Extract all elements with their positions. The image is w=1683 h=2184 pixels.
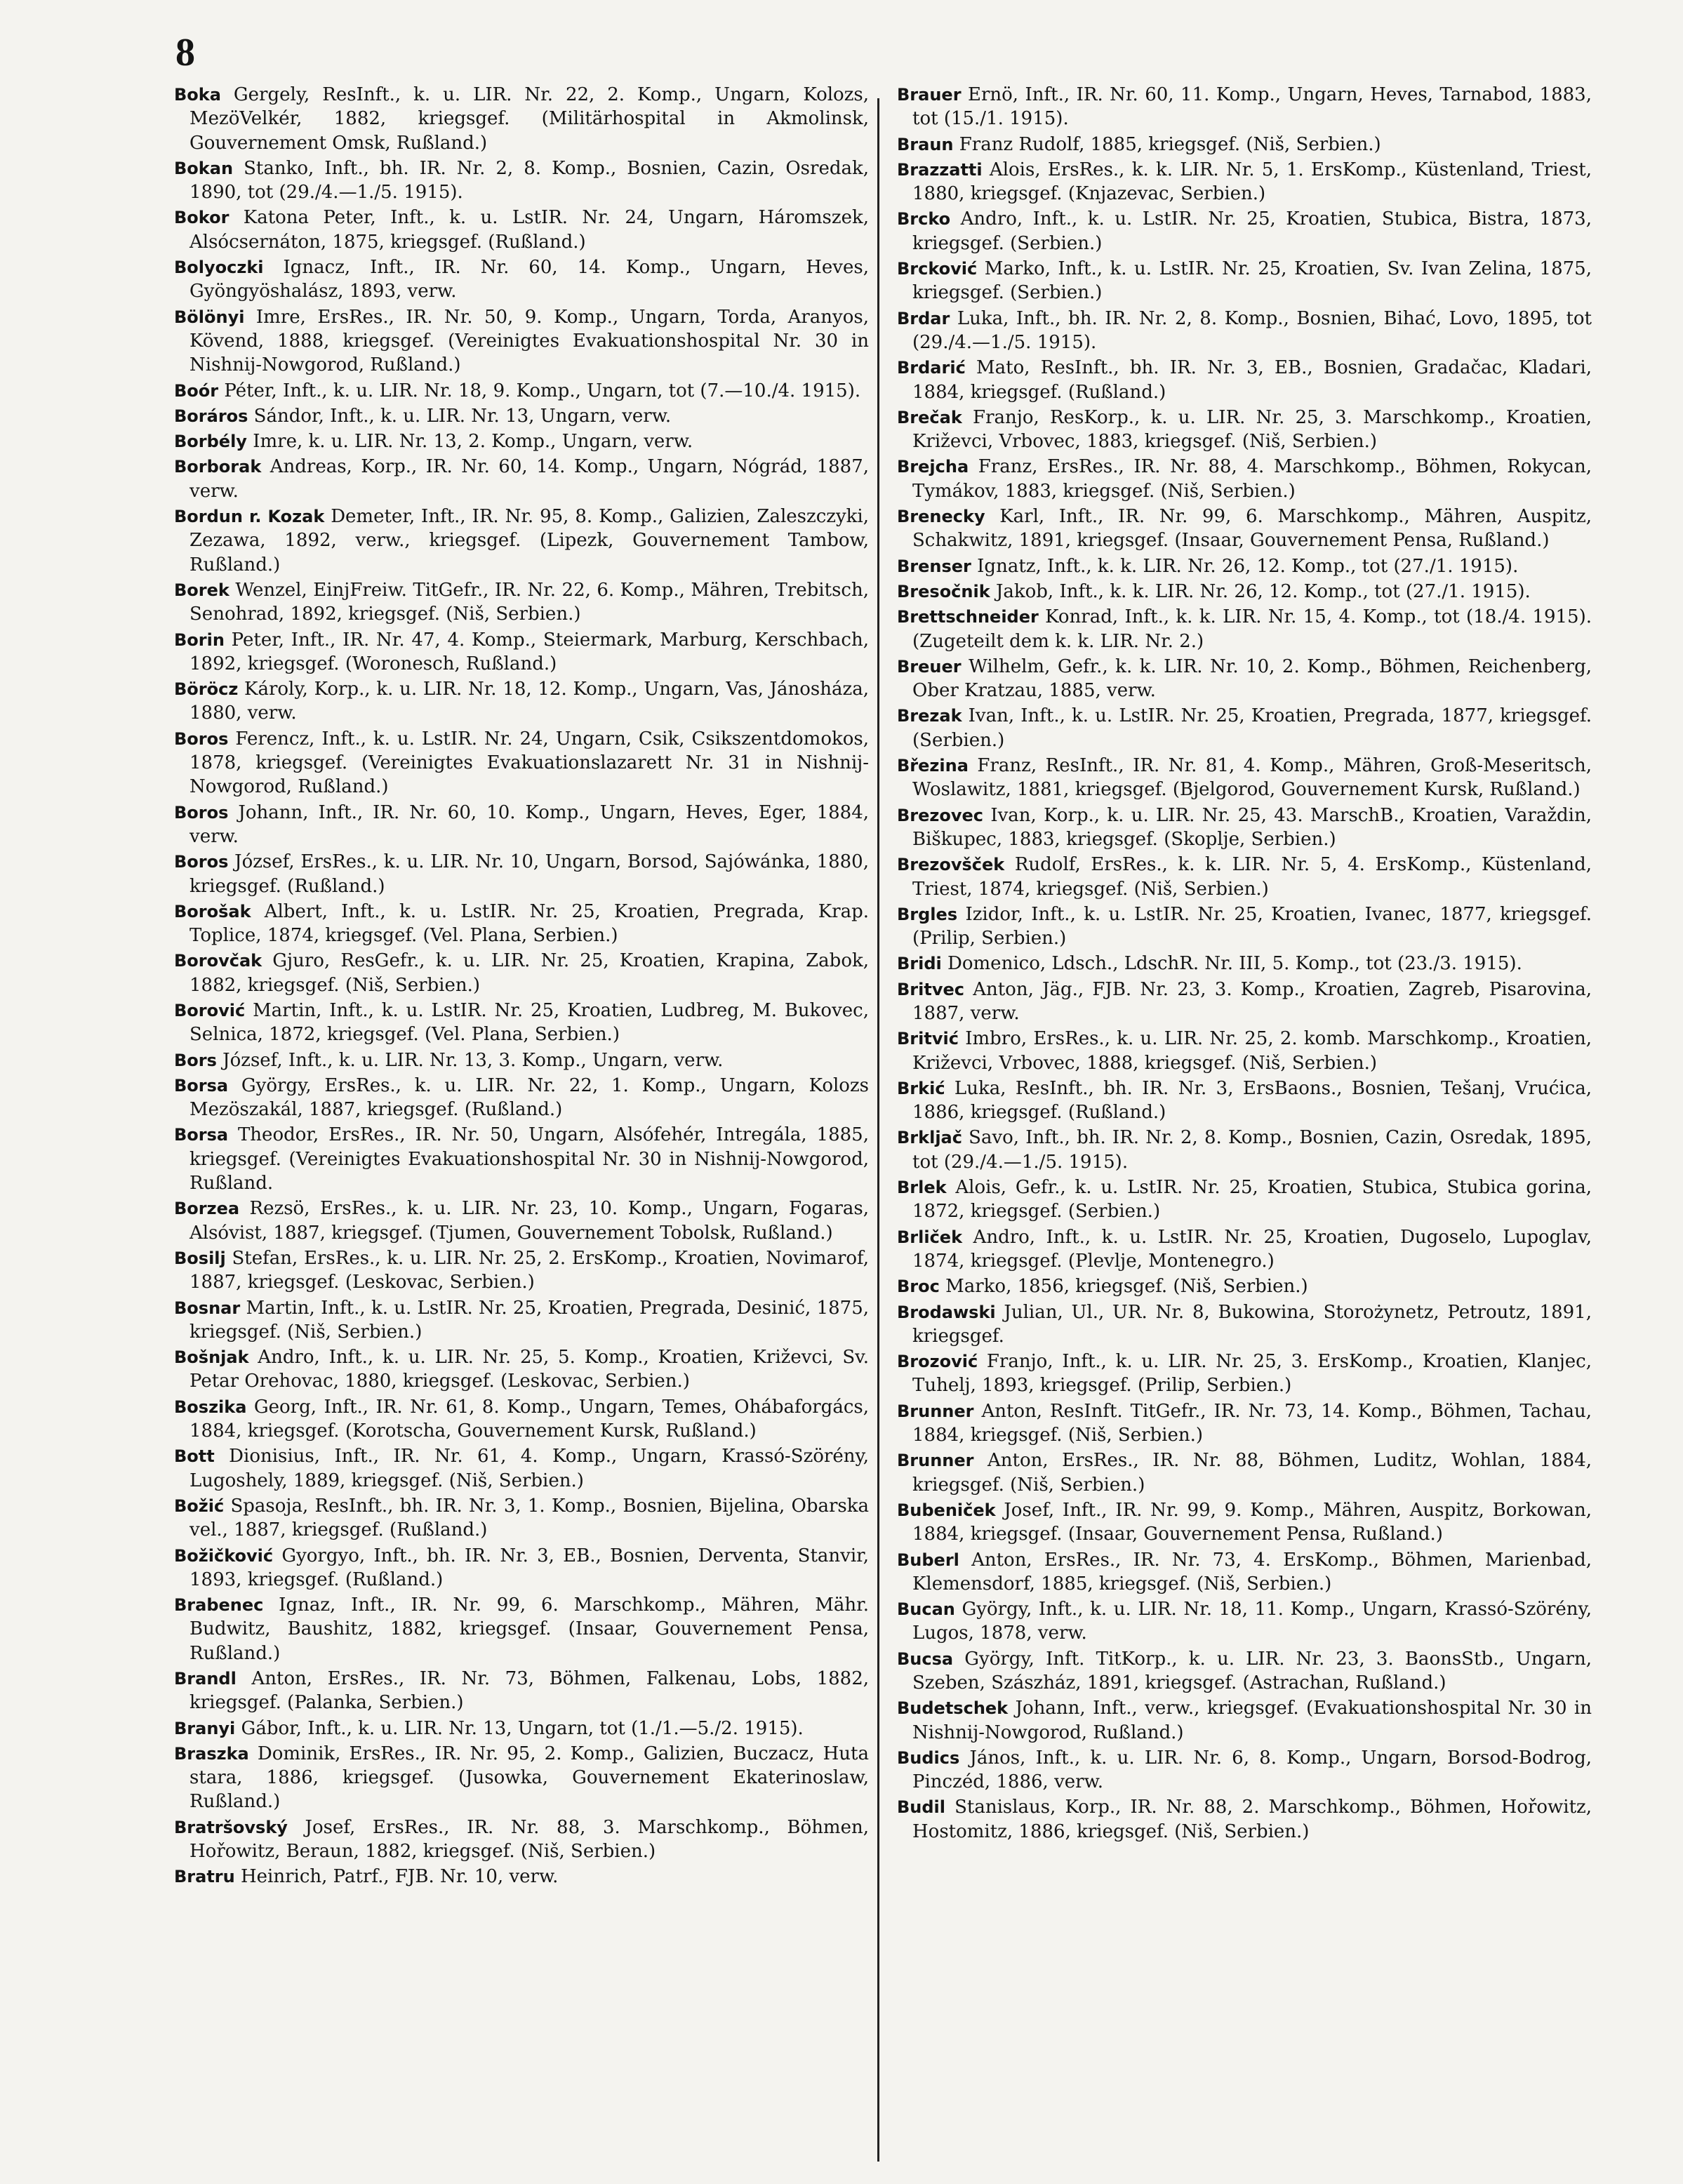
entry	[897, 605, 1592, 653]
entry	[897, 978, 1592, 1026]
entry	[897, 952, 1592, 976]
entry	[897, 1077, 1592, 1125]
entry	[174, 1667, 869, 1715]
page-number: 8	[175, 31, 195, 74]
entry-details: Anton, ErsRes., IR. Nr. 73, 4. ErsKomp., Böhmen, Marienbad, Klemensdorf, 1885, kriegsgef. (Niš, Serbien.)	[912, 1549, 1592, 1594]
entry-surname: Březina	[897, 756, 969, 776]
entry	[897, 83, 1592, 131]
entry-details: Franz, ResInft., IR. Nr. 81, 4. Komp., Mähren, Groß-Meseritsch, Woslawitz, 1881, kriegsgef. (Bjelgorod, Gouvernement Kursk, Rußland.)	[912, 755, 1592, 801]
entry-details: Stanko, Inft., bh. IR. Nr. 2, 8. Komp., Bosnien, Cazin, Osredak, 1890, tot (29./4.—1./5. 1915).	[189, 157, 869, 204]
entry-surname: Bubeniček	[897, 1500, 996, 1520]
entry	[174, 1197, 869, 1245]
entry-surname: Boór	[174, 380, 219, 401]
entry	[897, 1449, 1592, 1497]
entry-details: Josef, Inft., IR. Nr. 99, 9. Komp., Mähren, Auspitz, Borkowan, 1884, kriegsgef. (Insaar, Gouvernement Pensa, Rußland.)	[912, 1499, 1592, 1545]
entry	[174, 379, 869, 403]
right-column	[897, 83, 1592, 1845]
column-divider	[877, 98, 879, 2162]
entry-details: Stefan, ErsRes., k. u. LIR. Nr. 25, 2. ErsKomp., Kroatien, Novimarof, 1887, kriegsgef. (Leskovac, Serbien.)	[189, 1247, 869, 1293]
entry-surname: Brunner	[897, 1401, 974, 1421]
entry-details: Sándor, Inft., k. u. LIR. Nr. 13, Ungarn, verw.	[248, 405, 672, 427]
entry	[897, 455, 1592, 503]
entry	[897, 1647, 1592, 1696]
entry-surname: Brezovec	[897, 805, 984, 825]
entry-details: Jakob, Inft., k. k. LIR. Nr. 26, 12. Komp., tot (27./1. 1915).	[990, 580, 1531, 602]
entry-surname: Budics	[897, 1747, 960, 1768]
entry	[897, 704, 1592, 752]
entry-details: Georg, Inft., IR. Nr. 61, 8. Komp., Ungarn, Temes, Ohábaforgács, 1884, kriegsgef. (Korotscha, Gouvernement Kursk, Rußland.)	[189, 1396, 869, 1442]
entry-details: Karl, Inft., IR. Nr. 99, 6. Marschkomp., Mähren, Auspitz, Schakwitz, 1891, kriegsgef. (Insaar, Gouvernement Pensa, Rußland.)	[912, 506, 1592, 552]
entry-surname: Bresočnik	[897, 581, 990, 601]
entry-details: György, Inft. TitKorp., k. u. LIR. Nr. 23, 3. BaonsStb., Ungarn, Szeben, Szászház, 1891, kriegsgef. (Astrachan, Rußland.)	[912, 1648, 1592, 1693]
entry-surname: Brečak	[897, 407, 962, 427]
entry-details: Andro, Inft., k. u. LIR. Nr. 25, 5. Komp., Kroatien, Križevci, Sv. Petar Orehovac, 1880, kriegsgef. (Leskovac, Serbien.)	[189, 1347, 869, 1392]
entry	[174, 430, 869, 453]
entry-surname: Borzea	[174, 1199, 240, 1219]
entry	[897, 307, 1592, 355]
entry-details: Luka, ResInft., bh. IR. Nr. 3, ErsBaons., Bosnien, Tešanj, Vrućica, 1886, kriegsgef. (Rußland.)	[912, 1077, 1592, 1124]
entry-surname: Borin	[174, 630, 225, 650]
entry	[897, 505, 1592, 553]
entry-surname: Braszka	[174, 1743, 249, 1764]
entry	[897, 1350, 1592, 1398]
entry-surname: Brazzatti	[897, 159, 983, 180]
entry-surname: Brenser	[897, 556, 971, 576]
entry	[897, 1746, 1592, 1795]
entry	[174, 677, 869, 726]
entry-surname: Brauer	[897, 85, 962, 105]
entry-surname: Breuer	[897, 656, 962, 677]
entry-surname: Borsa	[174, 1075, 229, 1096]
entry	[897, 207, 1592, 255]
entry-details: Andreas, Korp., IR. Nr. 60, 14. Komp., Ungarn, Nógrád, 1887, verw.	[189, 456, 869, 502]
entry-surname: Bridi	[897, 954, 942, 974]
entry-surname: Božić	[174, 1496, 225, 1516]
entry-surname: Borovčak	[174, 951, 262, 971]
entry	[174, 1816, 869, 1864]
entry-surname: Brkić	[897, 1078, 945, 1098]
entry-details: Ferencz, Inft., k. u. LstIR. Nr. 24, Ungarn, Csik, Csikszentdomokos, 1878, kriegsgef. (Vereinigtes Evakuationslazarett Nr. 31 in Nishnij-Nowgorod, Rußland.)	[189, 728, 869, 798]
entry	[897, 158, 1592, 206]
entry	[174, 206, 869, 254]
entry-details: Peter, Inft., IR. Nr. 47, 4. Komp., Steiermark, Marburg, Kerschbach, 1892, kriegsgef. (Woronesch, Rußland.)	[189, 629, 869, 674]
entry-details: Franjo, Inft., k. u. LIR. Nr. 25, 3. ErsKomp., Kroatien, Klanjec, Tuhelj, 1893, kriegsgef. (Prilip, Serbien.)	[912, 1351, 1592, 1397]
entry-surname: Borbély	[174, 432, 247, 452]
entry-details: György, ErsRes., k. u. LIR. Nr. 22, 1. Komp., Ungarn, Kolozs Mezöszakál, 1887, kriegsgef. (Rußland.)	[189, 1074, 869, 1121]
entry-details: Dionisius, Inft., IR. Nr. 61, 4. Komp., Ungarn, Krassó-Szörény, Lugoshely, 1889, kriegsgef. (Niš, Serbien.)	[189, 1446, 869, 1491]
entry-details: Albert, Inft., k. u. LstIR. Nr. 25, Kroatien, Pregrada, Krap. Toplice, 1874, kriegsgef. (Vel. Plana, Serbien.)	[189, 900, 869, 947]
entry	[174, 1123, 869, 1195]
entry-surname: Bokor	[174, 208, 230, 228]
entry	[897, 554, 1592, 578]
entry-surname: Brunner	[897, 1451, 974, 1471]
entry-surname: Brettschneider	[897, 607, 1039, 627]
entry-surname: Boka	[174, 85, 221, 105]
entry-details: Konrad, Inft., k. k. LIR. Nr. 15, 4. Komp., tot (18./4. 1915). (Zugeteilt dem k. k. LIR. Nr. 2.)	[912, 606, 1592, 652]
entry-details: Andro, Inft., k. u. LstIR. Nr. 25, Kroatien, Stubica, Bistra, 1873, kriegsgef. (Serbien.)	[912, 208, 1592, 254]
entry	[174, 1444, 869, 1493]
entry	[174, 727, 869, 799]
entry-surname: Bosnar	[174, 1298, 241, 1318]
entry-surname: Brcko	[897, 209, 951, 229]
entry-details: Ignatz, Inft., k. k. LIR. Nr. 26, 12. Komp., tot (27./1. 1915).	[971, 555, 1519, 577]
entry	[174, 578, 869, 627]
entry	[174, 157, 869, 205]
entry-details: József, Inft., k. u. LIR. Nr. 13, 3. Komp., Ungarn, verw.	[216, 1049, 724, 1071]
entry	[174, 83, 869, 155]
entry	[174, 900, 869, 948]
entry	[897, 1300, 1592, 1349]
entry	[174, 1865, 869, 1889]
entry-surname: Brdar	[897, 308, 950, 328]
entry	[174, 1296, 869, 1345]
entry-details: Anton, ResInft. TitGefr., IR. Nr. 73, 14. Komp., Böhmen, Tachau, 1884, kriegsgef. (Niš, Serbien.)	[912, 1400, 1592, 1446]
entry	[174, 1593, 869, 1665]
entry	[897, 1027, 1592, 1075]
entry-details: Johann, Inft., verw., kriegsgef. (Evakuationshospital Nr. 30 in Nishnij-Nowgorod, Rußland.)	[912, 1698, 1592, 1743]
entry-surname: Britvec	[897, 979, 964, 999]
entry-details: Károly, Korp., k. u. LIR. Nr. 18, 12. Komp., Ungarn, Vas, Jánosháza, 1880, verw.	[189, 679, 869, 724]
entry-surname: Brdarić	[897, 358, 966, 378]
entry	[174, 505, 869, 577]
entry-surname: Buberl	[897, 1550, 959, 1570]
entry-surname: Boros	[174, 802, 229, 823]
entry-surname: Böröcz	[174, 679, 239, 700]
entry	[897, 257, 1592, 305]
entry	[174, 949, 869, 997]
entry-details: Spasoja, ResInft., bh. IR. Nr. 3, 1. Komp., Bosnien, Bijelina, Obarska vel., 1887, kriegsgef. (Rußland.)	[189, 1495, 869, 1541]
entry	[897, 1795, 1592, 1844]
entry-details: Wilhelm, Gefr., k. k. LIR. Nr. 10, 2. Komp., Böhmen, Reichenberg, Ober Kratzau, 1885, verw.	[912, 655, 1592, 702]
entry-surname: Brlek	[897, 1178, 947, 1198]
entry	[897, 1696, 1592, 1745]
entry-surname: Brozović	[897, 1352, 978, 1372]
entry-surname: Brandl	[174, 1669, 237, 1689]
entry-surname: Branyi	[174, 1718, 236, 1738]
entry	[174, 628, 869, 677]
entry-surname: Bucan	[897, 1599, 955, 1620]
entry-surname: Budil	[897, 1797, 946, 1818]
entry-surname: Britvić	[897, 1029, 959, 1049]
entry-details: Theodor, ErsRes., IR. Nr. 50, Ungarn, Alsófehér, Intregála, 1885, kriegsgef. (Vereinigtes Evakuationshospital Nr. 30 in Nishnij-Nowgorod, Rußland.	[189, 1124, 869, 1194]
entry-surname: Braun	[897, 134, 954, 154]
entry-surname: Bosilj	[174, 1248, 226, 1268]
entry	[897, 903, 1592, 951]
entry-surname: Bratru	[174, 1867, 235, 1887]
entry-details: Demeter, Inft., IR. Nr. 95, 8. Komp., Galizien, Zaleszczyki, Zezawa, 1892, verw., kriegsgef. (Lipezk, Gouvernement Tambow, Rußland.)	[189, 506, 869, 575]
entry-details: Domenico, Ldsch., LdschR. Nr. III, 5. Komp., tot (23./3. 1915).	[941, 953, 1522, 975]
entry-surname: Bokan	[174, 158, 234, 178]
entry-surname: Broc	[897, 1277, 940, 1297]
entry	[897, 655, 1592, 703]
entry-details: Heinrich, Patrf., FJB. Nr. 10, verw.	[234, 1866, 559, 1888]
entry	[174, 999, 869, 1047]
entry-surname: Bucsa	[897, 1649, 954, 1669]
entry	[897, 1176, 1592, 1224]
entry-surname: Brgles	[897, 904, 958, 924]
entry	[897, 1399, 1592, 1448]
entry-details: Savo, Inft., bh. IR. Nr. 2, 8. Komp., Bosnien, Cazin, Osredak, 1895, tot (29./4.—1./5. 1915).	[912, 1127, 1592, 1173]
entry	[174, 404, 869, 428]
entry-details: Ivan, Korp., k. u. LIR. Nr. 25, 43. MarschB., Kroatien, Varaždin, Biškupec, 1883, kriegsgef. (Skoplje, Serbien.)	[912, 804, 1592, 850]
entry	[897, 1498, 1592, 1547]
entry-details: Josef, ErsRes., IR. Nr. 88, 3. Marschkomp., Böhmen, Hořowitz, Beraun, 1882, kriegsgef. (Niš, Serbien.)	[189, 1816, 869, 1863]
entry-details: Johann, Inft., IR. Nr. 60, 10. Komp., Ungarn, Heves, Eger, 1884, verw.	[189, 801, 869, 847]
entry-details: Martin, Inft., k. u. LstIR. Nr. 25, Kroatien, Pregrada, Desinić, 1875, kriegsgef. (Niš, Serbien.)	[189, 1297, 869, 1343]
entry-surname: Borsa	[174, 1125, 229, 1145]
entry	[174, 1494, 869, 1543]
entry	[897, 580, 1592, 604]
entry-surname: Brcković	[897, 259, 978, 279]
entry-details: Martin, Inft., k. u. LstIR. Nr. 25, Kroatien, Ludbreg, M. Bukovec, Selnica, 1872, kriegsgef. (Vel. Plana, Serbien.)	[189, 999, 869, 1046]
entry	[897, 1274, 1592, 1298]
entry-details: József, ErsRes., k. u. LIR. Nr. 10, Ungarn, Borsod, Sajówánka, 1880, kriegsgef. (Rußland.)	[189, 851, 869, 897]
entry-details: Julian, Ul., UR. Nr. 8, Bukowina, Storożynetz, Petroutz, 1891, kriegsgef.	[912, 1301, 1592, 1347]
entry-details: Ignaz, Inft., IR. Nr. 99, 6. Marschkomp., Mähren, Mähr. Budwitz, Baushitz, 1882, kriegsgef. (Insaar, Gouvernement Pensa, Rußland.)	[189, 1594, 869, 1664]
entry-surname: Brenecky	[897, 507, 985, 527]
entry-details: Izidor, Inft., k. u. LstIR. Nr. 25, Kroatien, Ivanec, 1877, kriegsgef. (Prilip, Serbien.)	[912, 903, 1592, 950]
entry-surname: Borborak	[174, 457, 262, 477]
entry-surname: Borek	[174, 580, 230, 600]
entry	[897, 804, 1592, 852]
entry	[897, 1548, 1592, 1597]
entry-details: Imbro, ErsRes., k. u. LIR. Nr. 25, 2. komb. Marschkomp., Kroatien, Križevci, Vrbovec, 1888, kriegsgef. (Niš, Serbien.)	[912, 1028, 1592, 1074]
entry-details: Ignacz, Inft., IR. Nr. 60, 14. Komp., Ungarn, Heves, Gyöngyöshalász, 1893, verw.	[189, 257, 869, 302]
left-column	[174, 83, 869, 1891]
entry-surname: Brliček	[897, 1227, 963, 1247]
entry-details: Anton, Jäg., FJB. Nr. 23, 3. Komp., Kroatien, Zagreb, Pisarovina, 1887, verw.	[912, 978, 1592, 1024]
entry	[174, 455, 869, 503]
entry-details: Mato, ResInft., bh. IR. Nr. 3, EB., Bosnien, Gradačac, Kladari, 1884, kriegsgef. (Rußland.)	[912, 357, 1592, 403]
entry	[897, 133, 1592, 157]
entry-details: Luka, Inft., bh. IR. Nr. 2, 8. Komp., Bosnien, Bihać, Lovo, 1895, tot (29./4.—1./5. 1915).	[912, 307, 1592, 353]
entry	[897, 1597, 1592, 1646]
entry	[174, 255, 869, 304]
entry-details: Anton, ErsRes., IR. Nr. 88, Böhmen, Luditz, Wohlan, 1884, kriegsgef. (Niš, Serbien.)	[912, 1450, 1592, 1496]
entry	[897, 754, 1592, 802]
entry-details: Gergely, ResInft., k. u. LIR. Nr. 22, 2. Komp., Ungarn, Kolozs, MezöVelkér, 1882, kriegsgef. (Militärhospital in Akmolinsk, Gouvernement Omsk, Rußland.)	[189, 84, 869, 154]
entry	[174, 1544, 869, 1592]
entry	[897, 406, 1592, 454]
entry-details: János, Inft., k. u. LIR. Nr. 6, 8. Komp., Ungarn, Borsod-Bodrog, Pinczéd, 1886, verw.	[912, 1747, 1592, 1793]
entry-surname: Bratršovský	[174, 1817, 288, 1837]
entry-surname: Bott	[174, 1446, 215, 1467]
entry-surname: Brezovšček	[897, 855, 1005, 875]
entry-surname: Budetschek	[897, 1698, 1009, 1719]
entry-details: Wenzel, EinjFreiw. TitGefr., IR. Nr. 22, 6. Komp., Mähren, Trebitsch, Senohrad, 1892, kriegsgef. (Niš, Serbien.)	[189, 579, 869, 625]
entry-details: Rudolf, ErsRes., k. k. LIR. Nr. 5, 4. ErsKomp., Küstenland, Triest, 1874, kriegsgef. (Niš, Serbien.)	[912, 854, 1592, 900]
entry-surname: Bolyoczki	[174, 258, 264, 278]
entry-surname: Božičković	[174, 1545, 274, 1566]
entry-details: Rezsö, ErsRes., k. u. LIR. Nr. 23, 10. Komp., Ungarn, Fogaras, Alsóvist, 1887, kriegsgef. (Tjumen, Gouvernement Tobolsk, Rußland.)	[189, 1198, 869, 1244]
entry	[897, 853, 1592, 901]
entry-surname: Bordun r. Kozak	[174, 507, 325, 527]
entry-surname: Boros	[174, 728, 229, 749]
entry-details: Franz Rudolf, 1885, kriegsgef. (Niš, Serbien.)	[953, 133, 1381, 155]
entry-details: Imre, k. u. LIR. Nr. 13, 2. Komp., Ungarn, verw.	[246, 431, 693, 453]
entry-details: Alois, Gefr., k. u. LstIR. Nr. 25, Kroatien, Stubica, Stubica gorina, 1872, kriegsgef. (Serbien.)	[912, 1177, 1592, 1223]
entry	[174, 1345, 869, 1394]
entry-details: Gábor, Inft., k. u. LIR. Nr. 13, Ungarn, tot (1./1.—5./2. 1915).	[235, 1717, 804, 1739]
entry-details: Gyorgyo, Inft., bh. IR. Nr. 3, EB., Bosnien, Derventa, Stanvir, 1893, kriegsgef. (Rußland.)	[189, 1545, 869, 1590]
entry-details: Katona Peter, Inft., k. u. LstIR. Nr. 24, Ungarn, Háromszek, Alsócsernáton, 1875, kriegsgef. (Rußland.)	[189, 207, 869, 253]
entry-surname: Bölönyi	[174, 307, 245, 327]
entry-details: Anton, ErsRes., IR. Nr. 73, Böhmen, Falkenau, Lobs, 1882, kriegsgef. (Palanka, Serbien.)	[189, 1668, 869, 1714]
entry-details: György, Inft., k. u. LIR. Nr. 18, 11. Komp., Ungarn, Krassó-Szörény, Lugos, 1878, verw.	[912, 1599, 1592, 1644]
entry	[174, 850, 869, 898]
entry	[174, 1395, 869, 1444]
entry-details: Gjuro, ResGefr., k. u. LIR. Nr. 25, Kroatien, Krapina, Zabok, 1882, kriegsgef. (Niš, Serbien.)	[189, 950, 869, 996]
entry-details: Marko, 1856, kriegsgef. (Niš, Serbien.)	[939, 1276, 1308, 1298]
entry	[174, 1742, 869, 1814]
entry	[897, 356, 1592, 404]
entry	[174, 1246, 869, 1295]
entry	[897, 1126, 1592, 1174]
entry	[174, 801, 869, 849]
entry-surname: Boszika	[174, 1397, 247, 1417]
entry	[174, 1074, 869, 1122]
entry-details: Franjo, ResKorp., k. u. LIR. Nr. 25, 3. Marschkomp., Kroatien, Križevci, Vrbovec, 1883, kriegsgef. (Niš, Serbien.)	[912, 406, 1592, 453]
entry-surname: Brezak	[897, 706, 962, 726]
entry	[897, 1225, 1592, 1274]
entry-details: Andro, Inft., k. u. LstIR. Nr. 25, Kroatien, Dugoselo, Lupoglav, 1874, kriegsgef. (Plevlje, Montenegro.)	[912, 1226, 1592, 1272]
entry-surname: Brodawski	[897, 1302, 996, 1322]
entry-surname: Boros	[174, 852, 229, 872]
entry-details: Franz, ErsRes., IR. Nr. 88, 4. Marschkomp., Böhmen, Rokycan, Tymákov, 1883, kriegsgef. (Niš, Serbien.)	[912, 456, 1592, 502]
entry-details: Imre, ErsRes., IR. Nr. 50, 9. Komp., Ungarn, Torda, Aranyos, Kövend, 1888, kriegsgef. (Vereinigtes Evakuationshospital Nr. 30 in Nishnij-Nowgorod, Rußland.)	[189, 306, 869, 376]
entry	[174, 1048, 869, 1072]
entry-details: Ernö, Inft., IR. Nr. 60, 11. Komp., Ungarn, Heves, Tarnabod, 1883, tot (15./1. 1915).	[912, 84, 1592, 130]
entry-details: Dominik, ErsRes., IR. Nr. 95, 2. Komp., Galizien, Buczacz, Huta stara, 1886, kriegsgef. (Jusowka, Gouvernement Ekaterinoslaw, Rußland.)	[189, 1743, 869, 1813]
entry-surname: Brabenec	[174, 1595, 264, 1616]
entry-surname: Bošnjak	[174, 1347, 249, 1368]
entry-surname: Borović	[174, 1000, 246, 1020]
entry	[174, 305, 869, 378]
entry-surname: Brejcha	[897, 457, 969, 477]
entry-details: Marko, Inft., k. u. LstIR. Nr. 25, Kroatien, Sv. Ivan Zelina, 1875, kriegsgef. (Serbien.)	[912, 258, 1592, 304]
entry-details: Ivan, Inft., k. u. LstIR. Nr. 25, Kroatien, Pregrada, 1877, kriegsgef. (Serbien.)	[912, 705, 1592, 751]
entry-surname: Bors	[174, 1050, 217, 1070]
entry-surname: Borošak	[174, 901, 251, 921]
entry-details: Péter, Inft., k. u. LIR. Nr. 18, 9. Komp., Ungarn, tot (7.—10./4. 1915).	[218, 380, 861, 401]
entry-surname: Boráros	[174, 406, 248, 426]
entry-details: Stanislaus, Korp., IR. Nr. 88, 2. Marschkomp., Böhmen, Hořowitz, Hostomitz, 1886, kriegsgef. (Niš, Serbien.)	[912, 1797, 1592, 1842]
entry-details: Alois, ErsRes., k. k. LIR. Nr. 5, 1. ErsKomp., Küstenland, Triest, 1880, kriegsgef. (Knjazevac, Serbien.)	[912, 159, 1592, 205]
entry	[174, 1717, 869, 1740]
entry-surname: Brkljač	[897, 1128, 962, 1148]
